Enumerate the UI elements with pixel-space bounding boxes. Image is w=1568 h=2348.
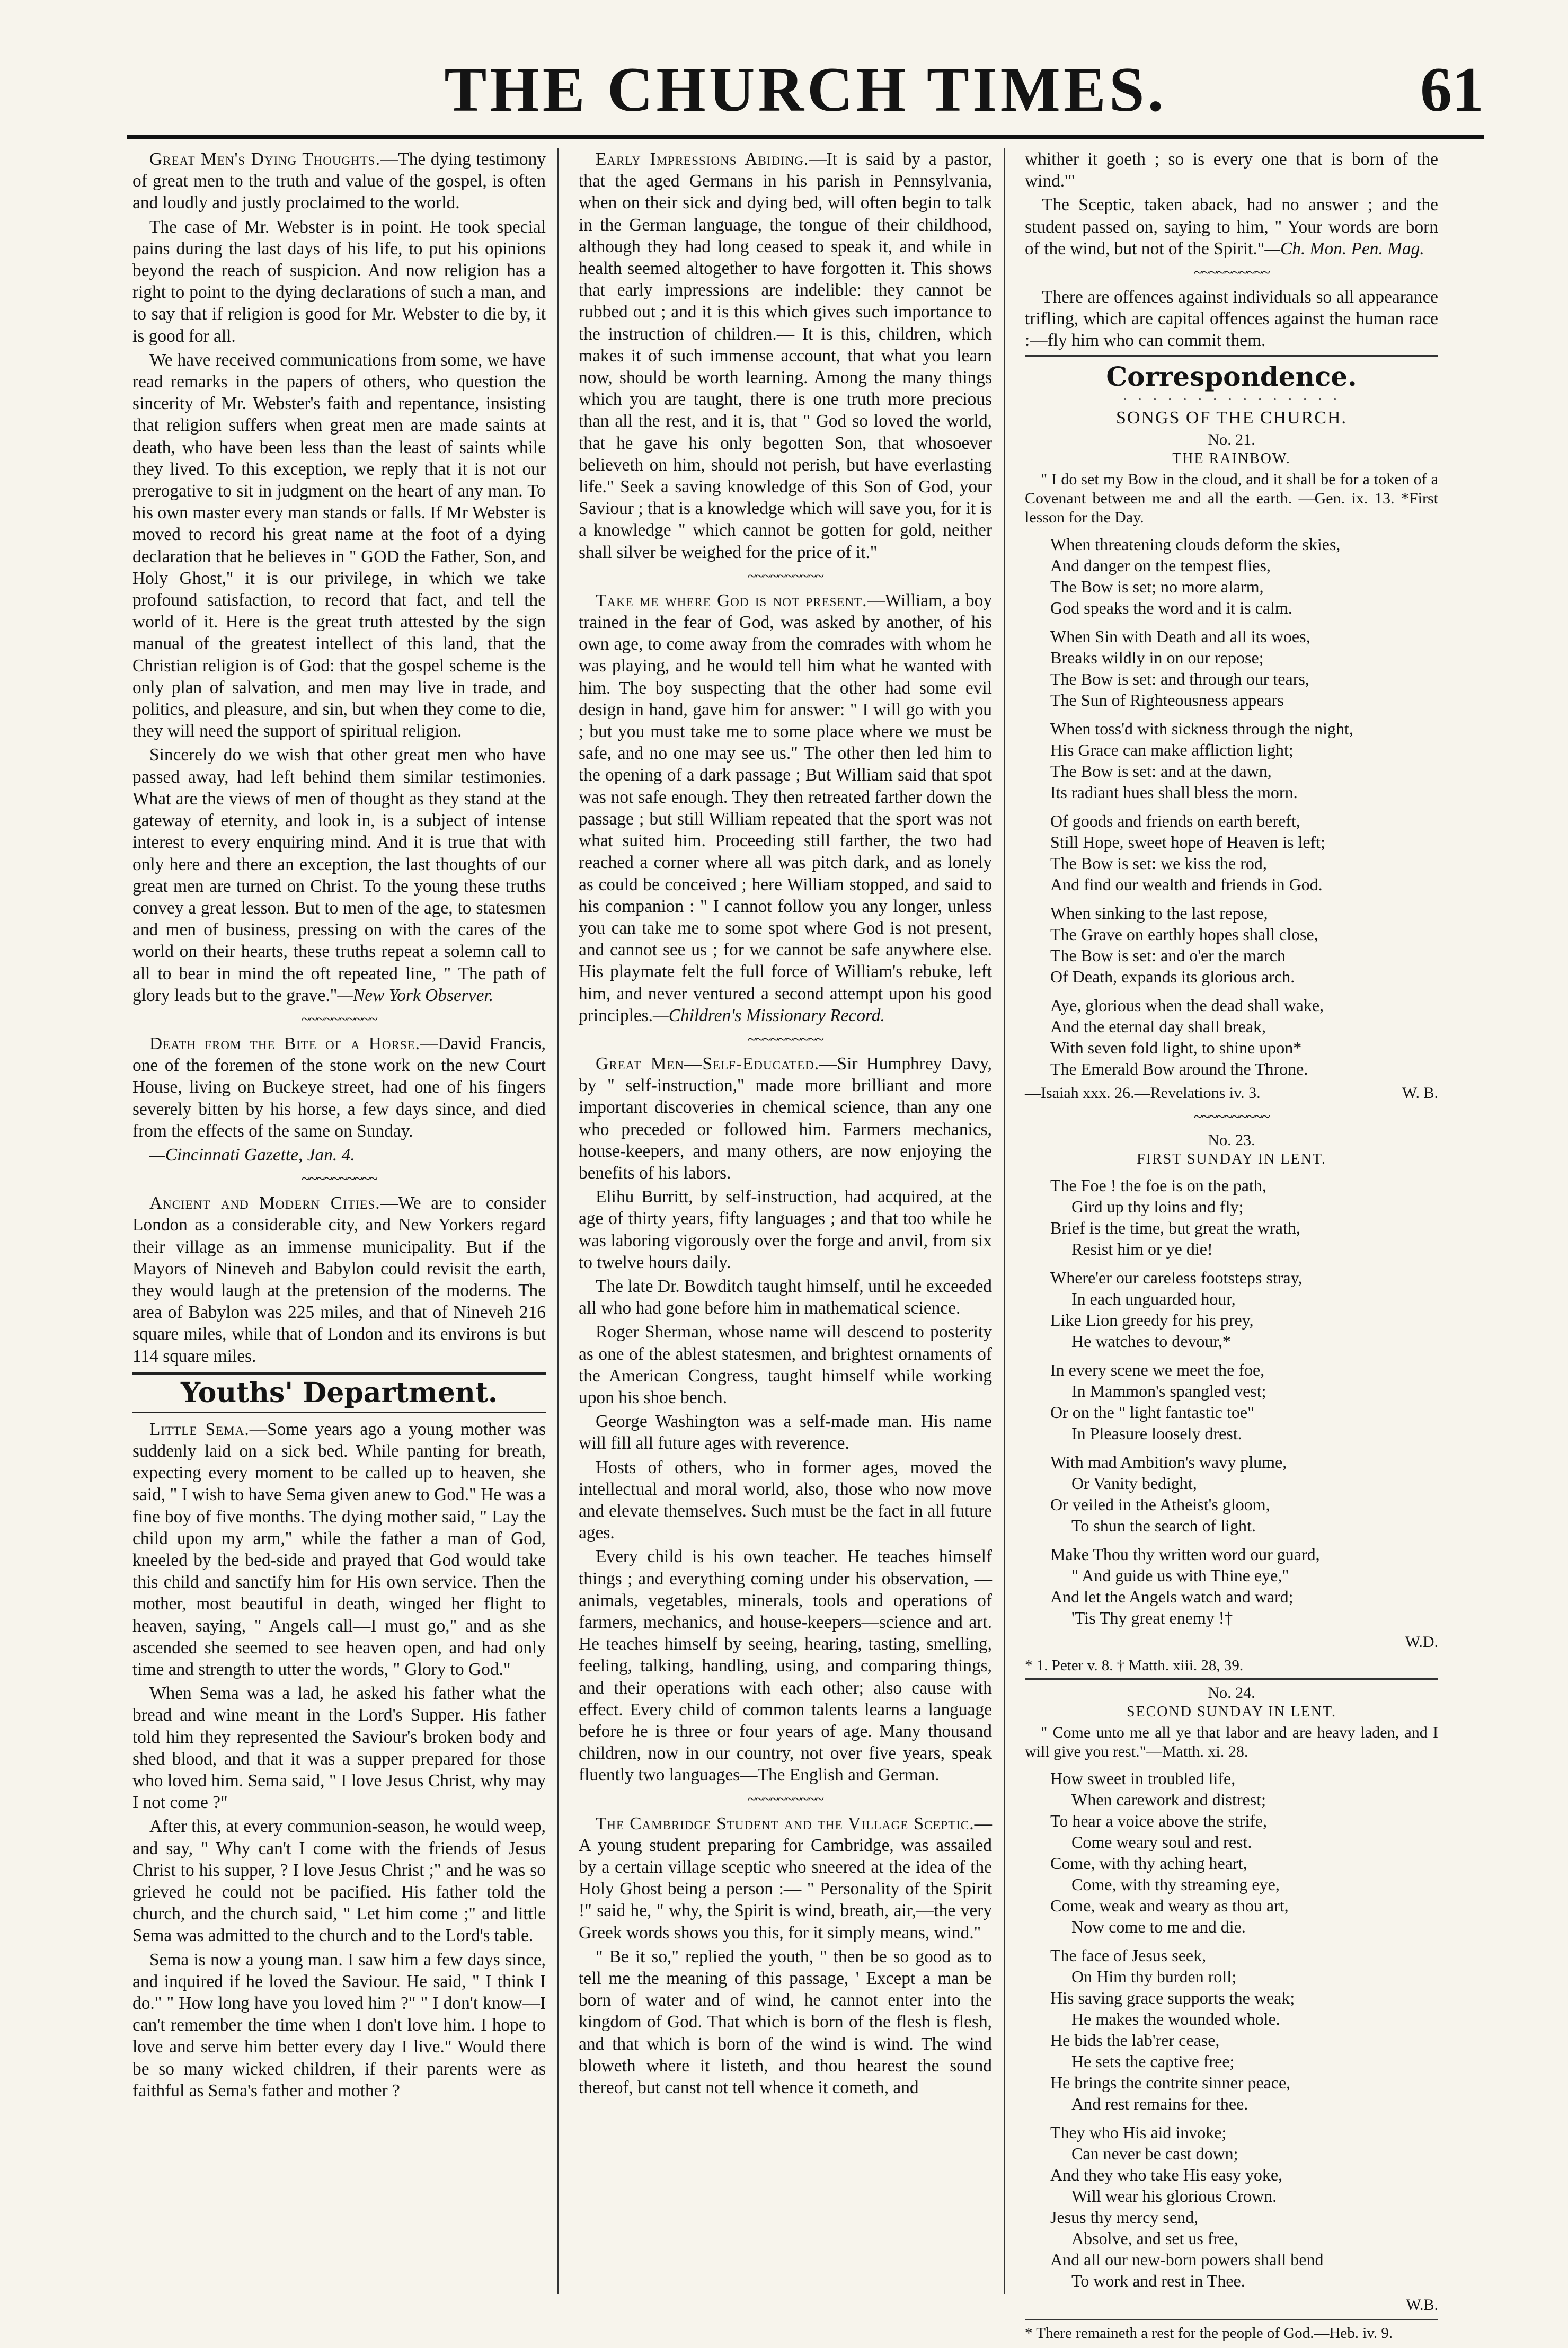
verse-line: Breaks wildly in on our repose; xyxy=(1050,648,1264,667)
section-heading-correspondence: Correspondence. xyxy=(1106,360,1357,392)
verse-line xyxy=(1050,1352,1438,1359)
verse-line: Or Vanity bedight, xyxy=(1071,1473,1197,1493)
paragraph: Roger Sherman, whose name will descend to posterity as one of the ablest statesmen, and brightest ornaments of the American Congress, taught himself while working upon his shoe bench. xyxy=(579,1322,992,1407)
article-ancient-cities: Ancient and Modern Cities.—We are to consider London as a considerable city, and New Yorkers regard their village as an immense municipality. But if the Mayors of Nineveh and Babylon could revisit the earth, they would laugh at the pretension of the moderns. The area of Babylon was 225 miles, and that of Nineveh 216 square miles, while that of London and its environs is but 114 square miles. xyxy=(132,1193,546,1366)
column-2 xyxy=(579,148,992,2310)
article-title: Death from the Bite of a Horse. xyxy=(149,1033,421,1053)
footnotes: * There remaineth a rest for the people of God.—Heb. iv. 9. xyxy=(1025,2324,1393,2342)
paragraph: After this, at every communion-season, he would weep, and say, " Why can't I come with the friends of Jesus Christ to his supper, ? I love Jesus Christ ;" and he was so grieved he could not be pacified. His father told the church, and the church said, " Let him come ;" and little Sema was admitted to the church and to the Lord's table. xyxy=(132,1817,546,1946)
article-horse-bite: Death from the Bite of a Horse.—David Francis, one of the foremen of the stone work on the new Court House, living on Buckeye street, had one of his fingers severely bitten by his horse, a few days since, and died from the effects of the same on Sunday. xyxy=(132,1033,546,1141)
article-title: The Cambridge Student and the Village Sceptic. xyxy=(596,1813,975,1833)
verse-line: Still Hope, sweet hope of Heaven is left; xyxy=(1050,832,1325,852)
song-verses xyxy=(1050,1768,1438,2291)
section-rule xyxy=(1025,355,1438,357)
verse-line: On Him thy burden roll; xyxy=(1071,1966,1237,1986)
separator: ~~~~~~~~~~ xyxy=(747,1790,823,1808)
verse-line xyxy=(1050,895,1438,902)
article-title: Great Men's Dying Thoughts. xyxy=(149,149,380,169)
paragraph: We have received communications from some, we have read remarks in the papers of others, who question the sincerity of Mr. Webster's faith and repentance, insisting that religion suffers when great men are made saints at death, who have been less than the least of saints while they lived. To this exception, we reply that it is not our prerogative to sit in judgment on the heart of any man. To his own master every man stands or falls. If Mr Webster is moved to record his great name at the foot of a dying declaration that he believes in " GOD the Father, Son, and Holy Ghost," it is our privilege, in which we take profound satisfaction, to record that fact, and tell the world of it. Here is the great truth attested by the sign manual of the greatest intellect of this land, that the Christian religion is of God: that the gospel scheme is the only plan of salvation, and men may live in trade, and politics, and pleasure, and sin, but when they come to die, they will need the support of spiritual religion. xyxy=(132,350,546,741)
verse-line xyxy=(1050,711,1438,718)
verse-line: Come, weak and weary as thou art, xyxy=(1050,1895,1289,1915)
author-signature: W.D. xyxy=(1405,1633,1438,1651)
verse-line: Like Lion greedy for his prey, xyxy=(1050,1310,1254,1330)
verse-line: He sets the captive free; xyxy=(1071,2051,1235,2071)
verse-line: They who His aid invoke; xyxy=(1050,2122,1227,2142)
verse-line: The Emerald Bow around the Throne. xyxy=(1050,1059,1308,1078)
verse-line: Now come to me and die. xyxy=(1071,1917,1246,1936)
verse-line: The Bow is set: and o'er the march xyxy=(1050,945,1286,965)
separator: ~~~~~~~~~~ xyxy=(747,1030,823,1048)
article-source: —Cincinnati Gazette, Jan. 4. xyxy=(149,1145,355,1165)
verse-line: And rest remains for thee. xyxy=(1071,2094,1248,2113)
verse-line: He brings the contrite sinner peace, xyxy=(1050,2072,1291,2092)
verse-line: He watches to devour,* xyxy=(1071,1331,1231,1351)
song-title: THE RAINBOW. xyxy=(1172,450,1291,467)
song-signature-line xyxy=(1025,1632,1438,1653)
paragraph: Sema is now a young man. I saw him a few days since, and inquired if he loved the Saviour. He said, " I think I do." " How long have you loved him ?" " I don't know—I can't remember the time when I don't love him. I hope to love and serve him better every day I live." Would there be so many wicked children, if their parents were as faithful as Sema's father and mother ? xyxy=(132,1950,546,2101)
verse-line: To shun the search of light. xyxy=(1071,1516,1256,1535)
song-number: No. 21. xyxy=(1208,430,1255,448)
verse-line: Absolve, and set us free, xyxy=(1071,2228,1238,2248)
song-signature-line xyxy=(1025,2294,1438,2316)
verse-line: In every scene we meet the foe, xyxy=(1050,1360,1265,1379)
song-verses xyxy=(1050,534,1438,1079)
verse-line: Of goods and friends on earth bereft, xyxy=(1050,811,1300,830)
article-self-educated: Great Men—Self-Educated.—Sir Humphrey Davy, by " self-instruction," made more brilliant and more important discoveries in chemical science, than any one who preceded or followed him. Farmers mechanics, house-keepers, and many others, are now enjoying the benefits of his labors. xyxy=(579,1053,992,1183)
verse-line: Brief is the time, but great the wrath, xyxy=(1050,1218,1300,1237)
verse-line: Or veiled in the Atheist's gloom, xyxy=(1050,1494,1270,1514)
page-number: 61 xyxy=(1420,54,1484,125)
song-epigraph: " I do set my Bow in the cloud, and it shall be for a token of a Covenant between me and all the earth. —Gen. ix. 13. *First lesson for the Day. xyxy=(1025,470,1438,526)
verse-line: To work and rest in Thee. xyxy=(1071,2271,1245,2290)
verse-line: When sinking to the last repose, xyxy=(1050,903,1268,923)
article-title: Ancient and Modern Cities. xyxy=(149,1193,380,1213)
verse-line: In Pleasure loosely drest. xyxy=(1071,1423,1242,1443)
verse-line xyxy=(1050,1260,1438,1267)
separator: ~~~~~~~~~~ xyxy=(301,1010,377,1028)
separator: ~~~~~~~~~~ xyxy=(1193,1107,1270,1126)
article-early-impressions: Early Impressions Abiding.—It is said by a pastor, that the aged Germans in his parish in Pennsylvania, when on their sick and dying bed, will often begin to talk in the German language, the tongue of their childhood, although they had long ceased to speak it, and while in health seemed altogether to have forgotten it. This shows that early impressions are indelible: they cannot be rubbed out ; and it is this which gives such importance to the instruction of children.— It is this, children, which makes it of such immense account, that what you learn now, should be worth learning. Among the many things which you are taught, there is one truth more precious than all the rest, and it is, that " God so loved the world, that he gave his only begotten Son, that whosoever believeth on him, should not perish, but have everlasting life." Seek a saving knowledge of this Son of God, your Saviour ; that is a knowledge which will save you, for it is a knowledge " which cannot be gotten for gold, neither shall silver be weighed for the price of it." xyxy=(579,149,992,562)
article-source: —Ch. Mon. Pen. Mag. xyxy=(1264,238,1424,259)
verse-line: He bids the lab'rer cease, xyxy=(1050,2030,1220,2050)
paragraph: The Sceptic, taken aback, had no answer ; and the student passed on, saying to him, " Your words are born of the wind, but not of the Spirit."—Ch. Mon. Pen. Mag. xyxy=(1025,195,1438,259)
verse-line: How sweet in troubled life, xyxy=(1050,1768,1236,1788)
author-signature: W. B. xyxy=(1402,1084,1438,1102)
song-title: FIRST SUNDAY IN LENT. xyxy=(1137,1150,1326,1167)
paragraph: Elihu Burritt, by self-instruction, had acquired, at the age of thirty years, fifty languages ; and that too while he was laboring vigorously over the forge and anvil, from six to twelve hours daily. xyxy=(579,1187,992,1272)
song-number: No. 23. xyxy=(1208,1131,1255,1149)
verse-line: The Bow is set: we kiss the rod, xyxy=(1050,853,1267,873)
verse-line: And all our new-born powers shall bend xyxy=(1050,2249,1324,2269)
verse-line: Can never be cast down; xyxy=(1071,2143,1238,2163)
verse-line: When Sin with Death and all its woes, xyxy=(1050,626,1310,646)
verse-line: And find our wealth and friends in God. xyxy=(1050,874,1323,894)
paragraph: Every child is his own teacher. He teaches himself things ; and everything coming under his observation, —animals, vegetables, minerals, tools and operations of farmers, mechanics, and house-keepers—science and art. He teaches himself by seeing, hearing, tasting, smelling, feeling, talking, handling, using, and comparing things, and their operations with each other; also cause with effect. Every child of common talents learns a language before he is three or four years of age. Many thousand children, now in our country, not over five years, speak fluently two languages—The English and German. xyxy=(579,1547,992,1785)
verse-line xyxy=(1050,803,1438,810)
article-source: —New York Observer. xyxy=(337,985,494,1005)
paragraph: The case of Mr. Webster is in point. He took special pains during the last days of his life, to put his opinions beyond the reach of suspicion. And now religion has a right to point to the dying declarations of such a man, and to say that if religion is good for Mr. Webster to die by, it is good for all. xyxy=(132,217,546,346)
song-number: No. 24. xyxy=(1208,1684,1255,1702)
column-3 xyxy=(1025,148,1438,2342)
article-title: Early Impressions Abiding. xyxy=(596,149,809,169)
verse-line: Will wear his glorious Crown. xyxy=(1071,2186,1277,2205)
article-title: Little Sema. xyxy=(149,1419,250,1439)
verse-line: With seven fold light, to shine upon* xyxy=(1050,1038,1302,1057)
column-1 xyxy=(132,148,546,2310)
verse-line: Of Death, expands its glorious arch. xyxy=(1050,967,1295,986)
verse-line xyxy=(1050,987,1438,995)
paragraph: Sincerely do we wish that other great men who have passed away, had left behind them similar testimonies. What are the views of men of thought as they stand at the gateway of eternity, and look in, is a subject of intense interest to every enquiring mind. And it is true that with only here and there an exception, the last thoughts of our great men are turned on Christ. To the young these truths convey a great lesson. But to men of the age, to statesmen and men of business, pressing on with the cares of the world on their hearts, these truths repeat a solemn call to all to bear in mind the oft repeated line, " The path of glory leads but to the grave."—New York Observer. xyxy=(132,745,546,1005)
verse-line: The Sun of Righteousness appears xyxy=(1050,690,1284,710)
verse-line: With mad Ambition's wavy plume, xyxy=(1050,1452,1287,1472)
scripture-reference: —Isaiah xxx. 26.—Revelations iv. 3. xyxy=(1025,1084,1261,1102)
verse-line: Aye, glorious when the dead shall wake, xyxy=(1050,995,1324,1015)
verse-line xyxy=(1050,1444,1438,1451)
column-divider xyxy=(557,148,559,2294)
section-rule xyxy=(1025,1678,1438,1680)
separator: · · · · · · · · · · · · · · · xyxy=(1122,391,1341,408)
paragraph: Hosts of others, who in former ages, moved the intellectual and moral world, also, those who now move and elevate themselves. Such must be the fact in all future ages. xyxy=(579,1457,992,1543)
verse-line: His saving grace supports the weak; xyxy=(1050,1988,1295,2007)
song-signature-line xyxy=(1025,1083,1438,1104)
article-title: Take me where God is not present. xyxy=(596,590,867,610)
verse-line xyxy=(1050,618,1438,626)
article-source: —Children's Missionary Record. xyxy=(653,1005,885,1025)
verse-line: The Foe ! the foe is on the path, xyxy=(1050,1175,1266,1195)
verse-line: And let the Angels watch and ward; xyxy=(1050,1587,1294,1606)
verse-line: The face of Jesus seek, xyxy=(1050,1945,1207,1965)
section-heading-youths-department: Youths' Department. xyxy=(132,1372,546,1413)
paragraph: The late Dr. Bowditch taught himself, until he exceeded all who had gone before him in mathematical science. xyxy=(579,1276,992,1318)
verse-line: In Mammon's spangled vest; xyxy=(1071,1381,1266,1401)
song-title: SECOND SUNDAY IN LENT. xyxy=(1126,1703,1337,1720)
verse-line: When toss'd with sickness through the night, xyxy=(1050,719,1353,738)
verse-line: The Bow is set: and through our tears, xyxy=(1050,669,1309,688)
article-god-present: Take me where God is not present.—William, a boy trained in the fear of God, was asked by another, of his own age, to come away from the comrades with whom he was playing, and he would tell him what he wanted with him. The boy suspecting that the other had some evil design in hand, gave him for answer: " I will go with you ; but you must take me to some place where we must be safe, and no one may see us." The other then led him to the opening of a dark passage ; But William said that spot was not safe enough. They then retreated farther down the passage ; but still William repeated that the sport was not what suited him. Proceeding still farther, the two had reached a corner where all was pitch dark, and as lonely as could be conceived ; here William stopped, and said to his companion : " I cannot follow you any longer, unless you can take me to some spot where God is not present, and cannot see us ; for we cannot be safe anywhere else. His playmate felt the full force of William's rebuke, left him, and never ventured a second attempt upon his good principles.—Children's Missionary Record. xyxy=(579,590,993,1025)
footnotes: * 1. Peter v. 8. † Matth. xiii. 28, 39. xyxy=(1025,1656,1244,1674)
verse-line: Come weary soul and rest. xyxy=(1071,1832,1252,1851)
section-rule xyxy=(1025,2319,1438,2320)
paragraph: whither it goeth ; so is every one that is born of the wind.'" xyxy=(1025,149,1438,191)
masthead-rule xyxy=(127,135,1484,139)
verse-line: And they who take His easy yoke, xyxy=(1050,2165,1283,2184)
paragraph: There are offences against individuals so all appearance trifling, which are capital offences against the human race :—fly him who can commit them. xyxy=(1025,287,1438,351)
verse-line: And the eternal day shall break, xyxy=(1050,1016,1266,1036)
separator: ~~~~~~~~~~ xyxy=(1193,264,1270,282)
verse-line: Where'er our careless footsteps stray, xyxy=(1050,1268,1303,1287)
verse-line: To hear a voice above the strife, xyxy=(1050,1811,1268,1830)
verse-line: In each unguarded hour, xyxy=(1071,1289,1236,1308)
paragraph: " Be it so," replied the youth, " then be so good as to tell me the meaning of this passage, ' Except a man be born of water and of wind, he cannot enter into the kingdom of God. That which is born of the flesh is flesh, and that which is born of the wind is wind. The wind bloweth where it listeth, and thou hearest the sound thereof, but canst not tell whence it cometh, and xyxy=(579,1946,992,2098)
author-signature: W.B. xyxy=(1406,2296,1438,2314)
verse-line: " And guide us with Thine eye," xyxy=(1071,1565,1289,1585)
paragraph: George Washington was a self-made man. His name will fill all future ages with reverence. xyxy=(579,1412,992,1454)
verse-line: Come, with thy streaming eye, xyxy=(1071,1874,1280,1894)
article-little-sema: Little Sema.—Some years ago a young mother was suddenly laid on a sick bed. While panting for breath, expecting every moment to be called up to heaven, she said, " I wish to have Sema given anew to God." He was a fine boy of five months. The dying mother said, " Lay the child upon my arm," while the father a man of God, kneeled by the bed-side and prayed that God would take this child and sanctify him for His own service. Then the mother, most beautiful in death, winged her flight to heaven, saying, " Angels call—I must go," and as she ascended she seemed to see heaven open, and had only time and strength to utter the words, " Glory to God." xyxy=(132,1419,546,1679)
verse-line: The Grave on earthly hopes shall close, xyxy=(1050,924,1318,944)
verse-line: Gird up thy loins and fly; xyxy=(1071,1197,1244,1216)
verse-line: Jesus thy mercy send, xyxy=(1050,2207,1199,2227)
verse-line: The Bow is set; no more alarm, xyxy=(1050,577,1264,596)
verse-line: When threatening clouds deform the skies, xyxy=(1050,534,1341,554)
article-dying-thoughts: Great Men's Dying Thoughts.—The dying testimony of great men to the truth and value of the gospel, is often and loudly and justly proclaimed to the world. xyxy=(132,149,546,213)
songs-heading: SONGS OF THE CHURCH. xyxy=(1115,407,1348,428)
verse-line: Its radiant hues shall bless the morn. xyxy=(1050,782,1298,802)
verse-line: Or on the " light fantastic toe" xyxy=(1050,1402,1255,1422)
newspaper-title: THE CHURCH TIMES. xyxy=(444,54,1167,125)
article-title: Great Men—Self-Educated. xyxy=(596,1053,820,1074)
verse-line: His Grace can make affliction light; xyxy=(1050,740,1294,759)
separator: ~~~~~~~~~~ xyxy=(747,567,823,585)
verse-line: When carework and distrest; xyxy=(1071,1789,1266,1809)
column-divider xyxy=(1004,148,1005,2294)
separator: ~~~~~~~~~~ xyxy=(301,1170,377,1188)
verse-line: And danger on the tempest flies, xyxy=(1050,555,1271,575)
verse-line: Make Thou thy written word our guard, xyxy=(1050,1544,1320,1564)
paragraph: When Sema was a lad, he asked his father what the bread and wine meant in the Lord's Supper. His father told him they represented the Saviour's broken body and shed blood, and that it was a supper prepared for those who loved him. Sema said, " I love Jesus Christ, why may I not come ?" xyxy=(132,1684,546,1813)
song-epigraph: " Come unto me all ye that labor and are heavy laden, and I will give you rest."—Matth. xi. 28. xyxy=(1025,1723,1438,1760)
song-verses xyxy=(1050,1175,1438,1628)
verse-line: Resist him or ye die! xyxy=(1071,1239,1213,1259)
verse-line: He makes the wounded whole. xyxy=(1071,2009,1280,2028)
verse-line: God speaks the word and it is calm. xyxy=(1050,598,1292,617)
verse-line xyxy=(1050,1536,1438,1544)
masthead xyxy=(127,42,1484,132)
article-cambridge-student: The Cambridge Student and the Village Sceptic.—A young student preparing for Cambridge, was assailed by a certain village sceptic who sneered at the idea of the Holy Ghost being a person :— " Personality of the Spirit !" said he, " why, the Spirit is wind, breath, air,—the very Greek words shows you this, for it simply means, wind." xyxy=(579,1813,992,1943)
verse-line: Come, with thy aching heart, xyxy=(1050,1853,1247,1873)
verse-line: 'Tis Thy great enemy !† xyxy=(1071,1608,1233,1627)
verse-line: The Bow is set: and at the dawn, xyxy=(1050,761,1272,781)
verse-line xyxy=(1050,2114,1438,2122)
verse-line xyxy=(1050,1937,1438,1945)
